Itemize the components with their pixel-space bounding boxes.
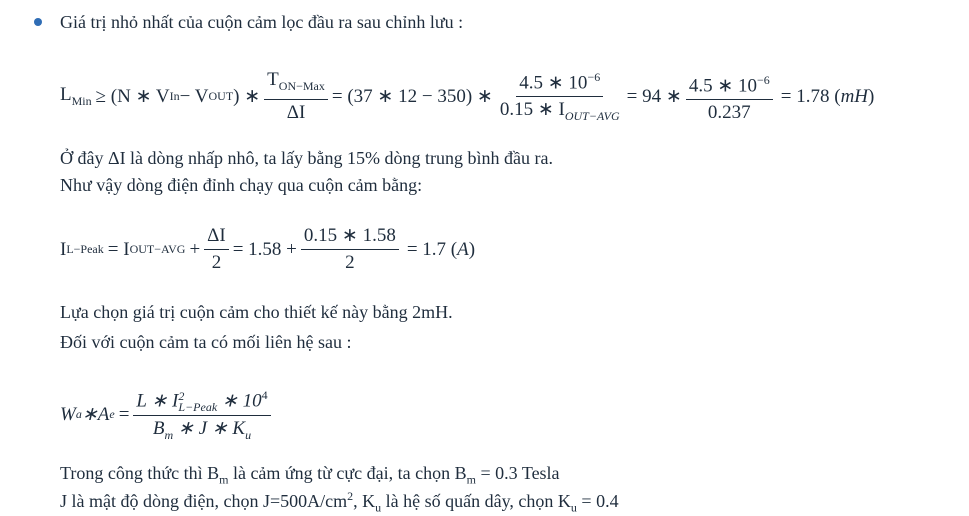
bullet-heading: Giá trị nhỏ nhất của cuộn cảm lọc đầu ra sau chỉnh lưu : <box>60 12 464 32</box>
bullet-icon <box>34 18 42 26</box>
eq1-L: $L_{Min}$ <box>60 84 92 108</box>
text-peak-current-intro: Như vậy dòng điện đỉnh chạy qua cuộn cảm bằng: <box>60 175 423 195</box>
fraction-015x158-over-2: $\frac{0.15 ∗ 1.58}{2}$ <box>301 225 399 274</box>
equation-lmin: $L_{Min}$ ≥ (N ∗ V In − V OUT ) ∗ $\frac{T_{ON-Max}}{\Delta I}$ = (37 ∗ 12 − 350) ∗ $\frac{4.5 ∗ 10^{-6}}{0.15 ∗ I_{OUT-AVG}}$ = 94 ∗ $\frac{4.5 ∗ 10^{-6}}{0.237}$ = 1.78 ( mH ) <box>60 66 874 127</box>
equation-wa-ae: W a ∗ A e = L ∗ I 2 L−Peak ∗ $10^4$ $B_m$ ∗ J ∗ $K_u$ <box>60 384 275 446</box>
fraction-45e-6-over-iavg: $\frac{4.5 ∗ 10^{-6}}{0.15 ∗ I_{OUT-AVG}}$ <box>497 66 623 127</box>
fraction-di-over-2: $\frac{\Delta I}{2}$ <box>204 225 229 274</box>
text-inductor-choice: Lựa chọn giá trị cuộn cảm cho thiết kế này bằng 2mH. <box>60 302 453 322</box>
text-j-ku-definition: J là mật độ dòng điện, chọn $J=500A/cm^2$, $K_u$ là hệ số quấn dây, chọn $K_u = 0.4$ <box>60 489 619 515</box>
text-relation-intro: Đối với cuộn cảm ta có mối liên hệ sau : <box>60 332 352 352</box>
text-delta-i: Ở đây ΔI là dòng nhấp nhô, ta lấy bằng 15% dòng trung bình đầu ra. <box>60 148 553 168</box>
fraction-45e-6-over-0237: $\frac{4.5 ∗ 10^{-6}}{0.237}$ <box>686 69 773 124</box>
text-bm-definition: Trong công thức thì $B_m$ là cảm ứng từ cực đại, ta chọn $B_m = 0.3$ Tesla <box>60 463 560 487</box>
equation-ipeak: I L−Peak = I OUT−AVG + $\frac{\Delta I}{2}$ = 1.58 + $\frac{0.15 ∗ 1.58}{2}$ = 1.7 ( A ) <box>60 225 476 273</box>
fraction-area-product: L ∗ I 2 L−Peak ∗ $10^4$ $B_m$ ∗ J ∗ $K_u$ <box>133 384 270 446</box>
fraction-ton-di: $\frac{T_{ON-Max}}{\Delta I}$ <box>264 69 328 124</box>
